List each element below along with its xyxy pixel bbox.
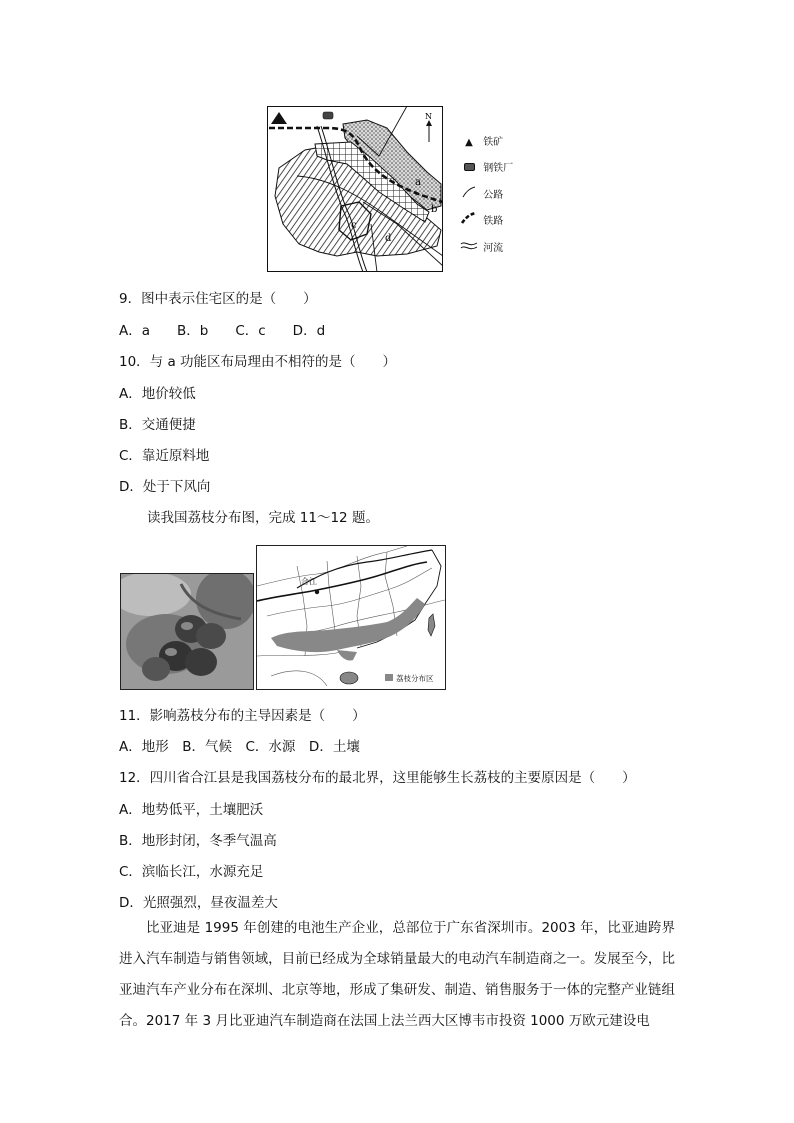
q10-option-b: B．交通便捷 <box>119 417 196 433</box>
urban-zone-map-figure <box>267 106 443 272</box>
q12-stem: 12．四川省合江县是我国荔枝分布的最北界，这里能够生长荔枝的主要原因是（ ） <box>119 770 636 786</box>
urban-zone-map <box>267 106 443 272</box>
road-icon <box>458 186 480 201</box>
q12-option-b: B．地形封闭，冬季气温高 <box>119 833 277 849</box>
legend-iron-mine: ▲ 铁矿 <box>458 133 503 148</box>
lychee-area <box>271 598 425 652</box>
railway-icon <box>458 212 480 227</box>
lychee-photo <box>120 573 254 690</box>
byd-passage: 比亚迪是 1995 年创建的电池生产企业，总部位于广东省深圳市。2003 年，比亚迪跨界进入汽车制造与销售领域，目前已经成为全球销量最大的电动汽车制造商之一。发展至今，比亚迪汽车产业分布在深圳、北京等地，形成了集研发、制造、销售服务于一体的完整产业链组合。2017 年 3 月比亚迪汽车制造商在法国上法兰西大区博韦市投资 1000 万欧元建设电 <box>119 920 675 1029</box>
steel-plant-icon <box>323 112 333 119</box>
q12-option-c: C．滨临长江，水源充足 <box>119 864 264 880</box>
q10-stem: 10．与 a 功能区布局理由不相符的是（ ） <box>119 354 397 370</box>
q9-stem: 9．图中表示住宅区的是（ ） <box>119 291 317 307</box>
q9-options: A．a B．b C．c D．d <box>119 323 326 339</box>
zone-label-c: c <box>351 220 357 231</box>
zone-label-b: b <box>431 204 438 215</box>
zone-label-d: d <box>385 233 392 244</box>
q12-option-a: A．地势低平，土壤肥沃 <box>119 802 264 818</box>
legend-river: 河流 <box>458 239 503 254</box>
q12-option-d: D．光照强烈，昼夜温差大 <box>119 895 278 911</box>
hejiang-label: 合江 <box>301 577 317 586</box>
legend-railway: 铁路 <box>458 212 503 227</box>
intro-11-12: 读我国荔枝分布图，完成 11～12 题。 <box>147 510 379 526</box>
lychee-legend-label: 荔枝分布区 <box>396 674 434 683</box>
river-icon <box>458 239 480 254</box>
taiwan-island <box>428 614 435 636</box>
hejiang-marker <box>315 590 319 594</box>
q11-stem: 11．影响荔枝分布的主导因素是（ ） <box>119 708 366 724</box>
triangle-icon: ▲ <box>465 137 473 148</box>
zone-label-a: a <box>415 177 421 188</box>
q10-option-c: C．靠近原料地 <box>119 448 210 464</box>
q10-option-d: D．处于下风向 <box>119 479 211 495</box>
legend-road: 公路 <box>458 186 503 201</box>
q11-options: A．地形 B．气候 C．水源 D．土壤 <box>119 739 360 755</box>
hainan-island <box>340 672 358 684</box>
lychee-legend-swatch <box>385 674 393 681</box>
lychee-distribution-map <box>256 545 446 690</box>
q10-option-a: A．地价较低 <box>119 386 196 402</box>
steel-plant-icon <box>458 163 480 174</box>
legend-steel-plant: 钢铁厂 <box>458 159 513 174</box>
compass-label: N <box>425 112 432 121</box>
